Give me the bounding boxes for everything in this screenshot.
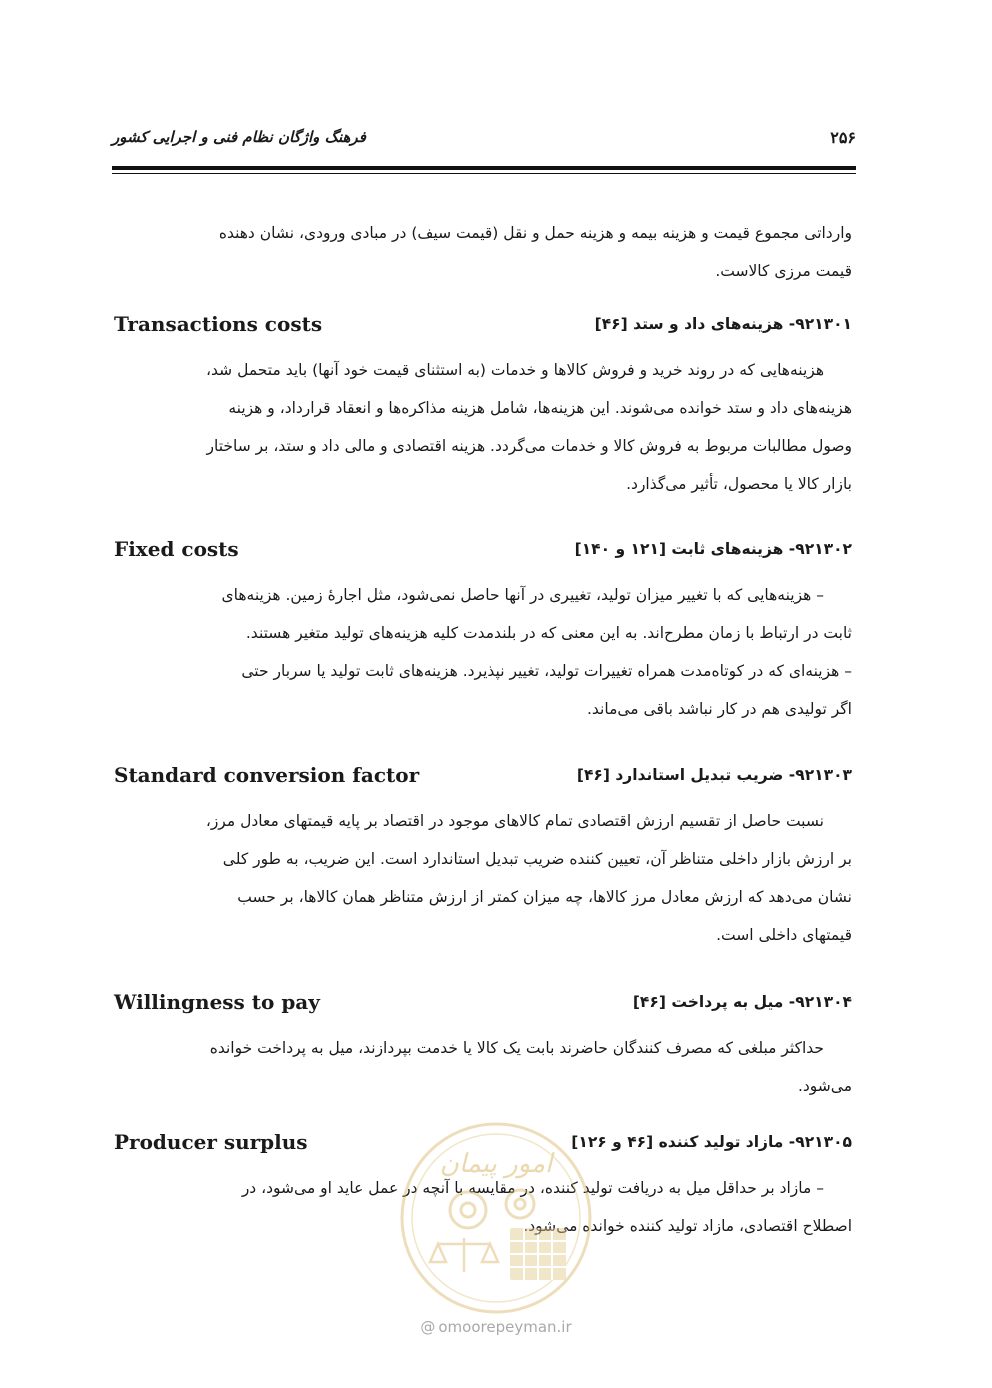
text-line: ثابت در ارتباط با زمان مطرح‌اند. به این معنی که در بلندمدت کلیه هزینه‌های تولید متغیر هستند. bbox=[245, 624, 852, 642]
text-line: قیمت مرزی کالاست. bbox=[715, 262, 852, 280]
entry-english-title: Producer surplus bbox=[114, 1130, 308, 1154]
page-number: ۲۵۶ bbox=[830, 128, 856, 147]
header-rule-thin bbox=[112, 173, 856, 174]
entry-english-title: Standard conversion factor bbox=[114, 763, 420, 787]
text-line: اصطلاح اقتصادی، مازاد تولید کننده خوانده می‌شود. bbox=[523, 1217, 852, 1235]
at-icon: @ bbox=[420, 1318, 436, 1336]
entry-heading bbox=[112, 537, 852, 570]
website-url: omoorepeyman.ir bbox=[438, 1318, 572, 1336]
text-line: اگر تولیدی هم در کار نباشد باقی می‌ماند. bbox=[586, 700, 852, 718]
entry-english-title: Fixed costs bbox=[114, 537, 239, 561]
text-line: وصول مطالبات مربوط به فروش کالا و خدمات می‌گردد. هزینه اقتصادی و مالی داد و ستد، بر ساختار bbox=[206, 437, 852, 455]
text-line: می‌شود. bbox=[797, 1077, 852, 1095]
entry-definition bbox=[112, 351, 852, 503]
running-header bbox=[112, 128, 856, 154]
entry-heading bbox=[112, 763, 852, 796]
text-line: هزینه‌هایی که در روند خرید و فروش کالاها و خدمات (به استثنای قیمت خود آنها) باید متحمل شد، bbox=[206, 361, 824, 379]
text-line: – هزینه‌هایی که با تغییر میزان تولید، تغییری در آنها حاصل نمی‌شود، مثل اجارهٔ زمین. هزینه‌های bbox=[221, 586, 824, 604]
book-title: فرهنگ واژگان نظام فنی و اجرایی کشور bbox=[112, 128, 366, 146]
entry-persian-title: ۹۲۱۳۰۱- هزینه‌های داد و ستد [۴۶] bbox=[594, 315, 852, 333]
entry-definition bbox=[112, 802, 852, 954]
entry-heading bbox=[112, 312, 852, 345]
entry-persian-title: ۹۲۱۳۰۲- هزینه‌های ثابت [۱۲۱ و ۱۴۰] bbox=[574, 540, 852, 558]
intro-paragraph bbox=[112, 214, 852, 290]
text-line: نشان می‌دهد که ارزش معادل مرز کالاها، چه میزان کمتر از ارزش متناظر همان کالاها، بر حسب bbox=[237, 888, 852, 906]
text-line: وارداتی مجموع قیمت و هزینه بیمه و هزینه حمل و نقل (قیمت سیف) در مبادی ورودی، نشان دهنده bbox=[218, 224, 852, 242]
text-line: قیمتهای داخلی است. bbox=[716, 926, 852, 944]
text-line: نسبت حاصل از تقسیم ارزش اقتصادی تمام کالاهای موجود در اقتصاد بر پایه قیمتهای معادل مرز، bbox=[205, 812, 824, 830]
entry-persian-title: ۹۲۱۳۰۵- مازاد تولید کننده [۴۶ و ۱۲۶] bbox=[571, 1133, 852, 1151]
entry-definition bbox=[112, 576, 852, 728]
text-line: بازار کالا یا محصول، تأثیر می‌گذارد. bbox=[626, 475, 852, 493]
entry-english-title: Transactions costs bbox=[114, 312, 323, 336]
entry-definition bbox=[112, 1029, 852, 1105]
text-line: حداکثر مبلغی که مصرف کنندگان حاضرند بابت یک کالا یا خدمت بپردازند، میل به پرداخت خوانده bbox=[209, 1039, 824, 1057]
entry-persian-title: ۹۲۱۳۰۳- ضریب تبدیل استاندارد [۴۶] bbox=[576, 766, 852, 784]
text-line: بر ارزش بازار داخلی متناظر آن، تعیین کننده ضریب تبدیل استاندارد است. این ضریب، به طور کلی bbox=[222, 850, 852, 868]
watermark-seal bbox=[398, 1120, 594, 1316]
text-line: هزینه‌های داد و ستد خوانده می‌شوند. این هزینه‌ها، شامل هزینه مذاکره‌ها و انعقاد قرارداد، و هزینه bbox=[228, 399, 852, 417]
text-line: – هزینه‌ای که در کوتاه‌مدت همراه تغییرات تولید، تغییر نپذیرد. هزینه‌های ثابت تولید یا سربار حتی bbox=[241, 662, 852, 680]
entry-persian-title: ۹۲۱۳۰۴- میل به پرداخت [۴۶] bbox=[632, 993, 852, 1011]
watermark-logo-text: امور پیمان bbox=[439, 1149, 553, 1179]
footer-website bbox=[0, 1318, 992, 1336]
text-line: – مازاد بر حداقل میل به دریافت تولید کننده، در مقایسه با آنچه در عمل عاید او می‌شود، در bbox=[241, 1179, 824, 1197]
entry-heading bbox=[112, 990, 852, 1023]
entry-english-title: Willingness to pay bbox=[114, 990, 320, 1014]
header-rule-thick bbox=[112, 166, 856, 170]
